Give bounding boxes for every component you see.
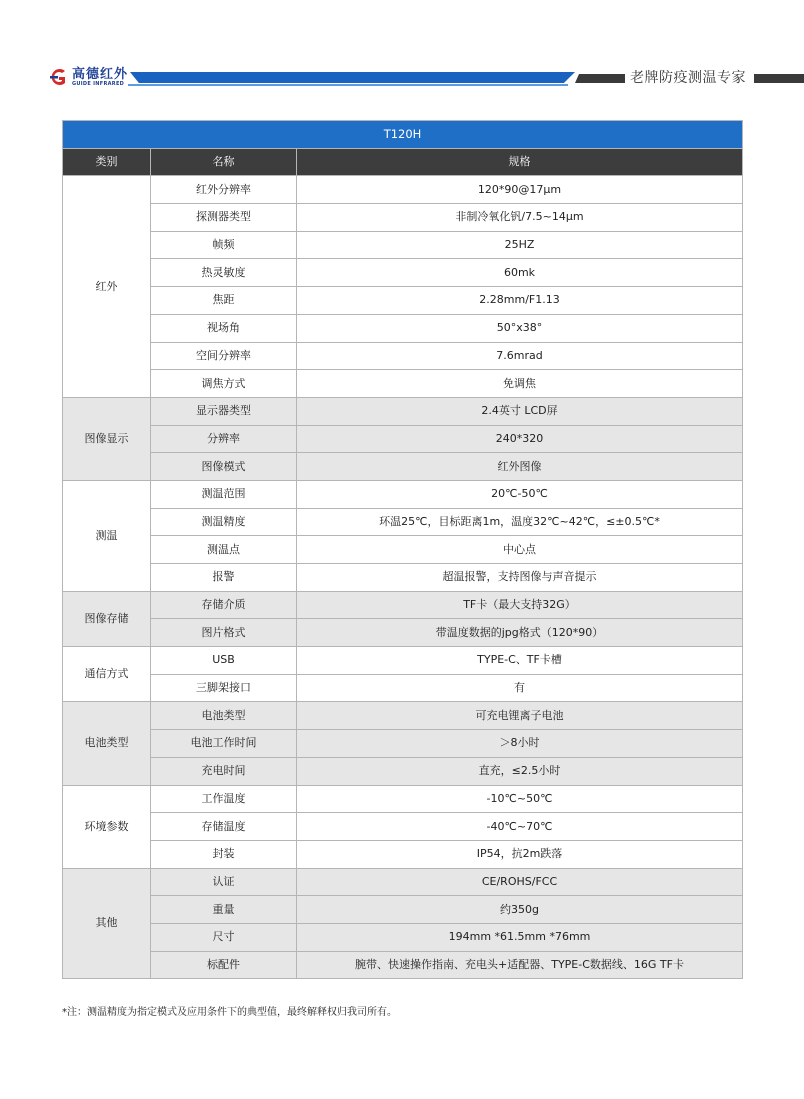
table-row bbox=[63, 314, 743, 342]
category-cell: 环境参数 bbox=[63, 785, 151, 868]
category-cell: 通信方式 bbox=[63, 647, 151, 702]
spec-value-cell: 2.4英寸 LCD屏 bbox=[297, 397, 743, 425]
table-row bbox=[63, 453, 743, 481]
spec-name-cell: 重量 bbox=[151, 896, 297, 924]
table-row bbox=[63, 896, 743, 924]
spec-value-cell: 带温度数据的jpg格式（120*90） bbox=[297, 619, 743, 647]
spec-name-cell: 视场角 bbox=[151, 314, 297, 342]
spec-value-cell: 可充电锂离子电池 bbox=[297, 702, 743, 730]
table-row bbox=[63, 591, 743, 619]
company-logo bbox=[48, 66, 128, 88]
table-row bbox=[63, 480, 743, 508]
spec-name-cell: 图片格式 bbox=[151, 619, 297, 647]
table-row bbox=[63, 757, 743, 785]
spec-name-cell: 调焦方式 bbox=[151, 370, 297, 398]
spec-name-cell: 三脚架接口 bbox=[151, 674, 297, 702]
category-cell: 红外 bbox=[63, 176, 151, 398]
spec-name-cell: 帧频 bbox=[151, 231, 297, 259]
table-row bbox=[63, 287, 743, 315]
spec-value-cell: ＞8小时 bbox=[297, 730, 743, 758]
table-row bbox=[63, 702, 743, 730]
logo-chinese-name: 高德红外 bbox=[72, 66, 129, 82]
spec-value-cell: 约350g bbox=[297, 896, 743, 924]
spec-value-cell: -40℃~70℃ bbox=[297, 813, 743, 841]
table-row bbox=[63, 868, 743, 896]
table-row bbox=[63, 536, 743, 564]
spec-name-cell: 工作温度 bbox=[151, 785, 297, 813]
spec-value-cell: 25HZ bbox=[297, 231, 743, 259]
table-row bbox=[63, 204, 743, 232]
column-header-name: 名称 bbox=[151, 148, 297, 176]
spec-value-cell: 120*90@17μm bbox=[297, 176, 743, 204]
table-row bbox=[63, 564, 743, 592]
spec-table bbox=[62, 120, 743, 979]
spec-name-cell: 焦距 bbox=[151, 287, 297, 315]
category-cell: 图像显示 bbox=[63, 397, 151, 480]
header-tagline: 老牌防疫测温专家 bbox=[630, 70, 746, 86]
spec-name-cell: 认证 bbox=[151, 868, 297, 896]
spec-name-cell: 探测器类型 bbox=[151, 204, 297, 232]
spec-value-cell: 腕带、快速操作指南、充电头+适配器、TYPE-C数据线、16G TF卡 bbox=[297, 951, 743, 979]
table-row bbox=[63, 674, 743, 702]
table-row bbox=[63, 785, 743, 813]
spec-name-cell: USB bbox=[151, 647, 297, 675]
table-row bbox=[63, 840, 743, 868]
spec-name-cell: 存储介质 bbox=[151, 591, 297, 619]
spec-value-cell: 直充，≤2.5小时 bbox=[297, 757, 743, 785]
category-cell: 其他 bbox=[63, 868, 151, 979]
header-dark-bar-right bbox=[754, 74, 804, 83]
table-row bbox=[63, 176, 743, 204]
spec-name-cell: 测温精度 bbox=[151, 508, 297, 536]
table-row bbox=[63, 647, 743, 675]
category-cell: 电池类型 bbox=[63, 702, 151, 785]
page-header bbox=[0, 0, 804, 100]
logo-english-name: GUIDE INFRARED bbox=[72, 80, 125, 87]
table-title: T120H bbox=[63, 121, 743, 149]
spec-name-cell: 测温点 bbox=[151, 536, 297, 564]
table-row bbox=[63, 730, 743, 758]
spec-value-cell: 有 bbox=[297, 674, 743, 702]
spec-name-cell: 充电时间 bbox=[151, 757, 297, 785]
table-row bbox=[63, 342, 743, 370]
spec-name-cell: 图像模式 bbox=[151, 453, 297, 481]
spec-name-cell: 热灵敏度 bbox=[151, 259, 297, 287]
spec-name-cell: 标配件 bbox=[151, 951, 297, 979]
table-row bbox=[63, 508, 743, 536]
spec-value-cell: 中心点 bbox=[297, 536, 743, 564]
spec-name-cell: 报警 bbox=[151, 564, 297, 592]
spec-value-cell: 免调焦 bbox=[297, 370, 743, 398]
column-header-category: 类别 bbox=[63, 148, 151, 176]
logo-icon bbox=[48, 67, 68, 87]
spec-value-cell: 50°x38° bbox=[297, 314, 743, 342]
spec-name-cell: 显示器类型 bbox=[151, 397, 297, 425]
spec-value-cell: 红外图像 bbox=[297, 453, 743, 481]
spec-value-cell: 240*320 bbox=[297, 425, 743, 453]
spec-name-cell: 红外分辨率 bbox=[151, 176, 297, 204]
table-row bbox=[63, 813, 743, 841]
table-row bbox=[63, 425, 743, 453]
category-cell: 测温 bbox=[63, 480, 151, 591]
spec-value-cell: TF卡（最大支持32G） bbox=[297, 591, 743, 619]
spec-name-cell: 封装 bbox=[151, 840, 297, 868]
spec-value-cell: CE/ROHS/FCC bbox=[297, 868, 743, 896]
spec-value-cell: 超温报警，支持图像与声音提示 bbox=[297, 564, 743, 592]
header-dark-bar-left bbox=[575, 74, 625, 83]
header-blue-bar bbox=[130, 72, 575, 83]
spec-value-cell: IP54，抗2m跌落 bbox=[297, 840, 743, 868]
header-blue-underline bbox=[128, 84, 568, 86]
spec-value-cell: 7.6mrad bbox=[297, 342, 743, 370]
spec-name-cell: 电池工作时间 bbox=[151, 730, 297, 758]
spec-name-cell: 分辨率 bbox=[151, 425, 297, 453]
table-row bbox=[63, 231, 743, 259]
spec-value-cell: 2.28mm/F1.13 bbox=[297, 287, 743, 315]
table-row bbox=[63, 397, 743, 425]
table-row bbox=[63, 259, 743, 287]
spec-name-cell: 存储温度 bbox=[151, 813, 297, 841]
spec-name-cell: 测温范围 bbox=[151, 480, 297, 508]
footnote: *注：测温精度为指定模式及应用条件下的典型值，最终解释权归我司所有。 bbox=[62, 1007, 397, 1018]
spec-name-cell: 空间分辨率 bbox=[151, 342, 297, 370]
spec-name-cell: 电池类型 bbox=[151, 702, 297, 730]
category-cell: 图像存储 bbox=[63, 591, 151, 646]
spec-value-cell: 非制冷氧化钒/7.5~14μm bbox=[297, 204, 743, 232]
table-row bbox=[63, 923, 743, 951]
spec-value-cell: -10℃~50℃ bbox=[297, 785, 743, 813]
spec-value-cell: 194mm *61.5mm *76mm bbox=[297, 923, 743, 951]
spec-value-cell: TYPE-C、TF卡槽 bbox=[297, 647, 743, 675]
table-row bbox=[63, 951, 743, 979]
table-row bbox=[63, 619, 743, 647]
spec-name-cell: 尺寸 bbox=[151, 923, 297, 951]
table-row bbox=[63, 370, 743, 398]
spec-value-cell: 60mk bbox=[297, 259, 743, 287]
spec-value-cell: 20℃-50℃ bbox=[297, 480, 743, 508]
column-header-spec: 规格 bbox=[297, 148, 743, 176]
spec-value-cell: 环温25℃，目标距离1m，温度32℃~42℃，≤±0.5℃* bbox=[297, 508, 743, 536]
